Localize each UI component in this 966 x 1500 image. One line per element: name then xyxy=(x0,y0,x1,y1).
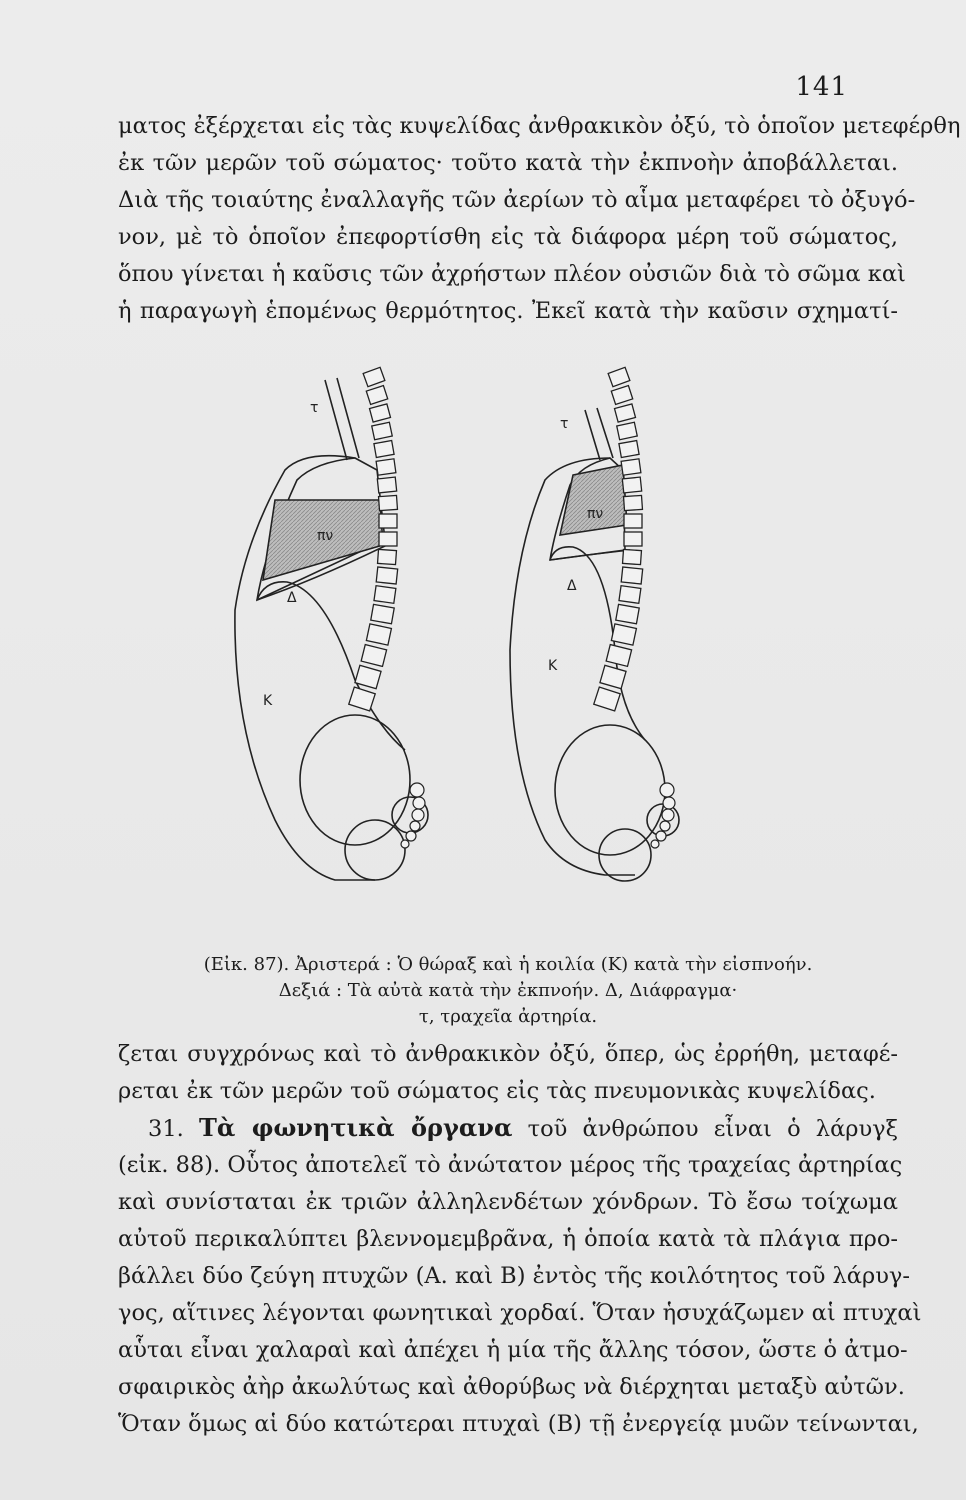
label-lung-left: πν xyxy=(317,528,334,544)
text-line: ρεται ἐκ τῶν μερῶν τοῦ σώματος εἰς τὰς πνευμονικὰς κυψελίδας. xyxy=(118,1078,876,1104)
text-line: καὶ συνίσταται ἐκ τριῶν ἀλληλενδέτων χόνδρων. Τὸ ἔσω τοίχωμα xyxy=(118,1189,898,1215)
figure-caption-line: (Εἰκ. 87). Ἀριστερά : Ὁ θώραξ καὶ ἡ κοιλία (Κ) κατὰ τὴν εἰσπνοήν. xyxy=(203,954,813,975)
label-lung-right: πν xyxy=(587,506,604,522)
text-line: ἐκ τῶν μερῶν τοῦ σώματος· τοῦτο κατὰ τὴν ἐκπνοὴν ἀποβάλλεται. xyxy=(118,150,898,176)
figure-caption-line: Δεξιά : Τὰ αὐτὰ κατὰ τὴν ἐκπνοήν. Δ, Διάφραγμα· xyxy=(278,980,738,1001)
text-line: ἡ παραγωγὴ ἑπομένως θερμότητος. Ἐκεῖ κατὰ τὴν καῦσιν σχηματί- xyxy=(118,298,898,324)
text-line: ὅπου γίνεται ἡ καῦσις τῶν ἀχρήστων πλέον οὐσιῶν διὰ τὸ σῶμα καὶ xyxy=(118,261,906,287)
text-line: ζεται συγχρόνως καὶ τὸ ἀνθρακικὸν ὀξύ, ὅπερ, ὡς ἐρρήθη, μεταφέ- xyxy=(118,1041,898,1067)
text-line: βάλλει δύο ζεύγη πτυχῶν (Α. καὶ Β) ἐντὸς τῆς κοιλότητος τοῦ λάρυγ- xyxy=(118,1263,910,1289)
coccyx-right xyxy=(651,783,675,848)
text-line: Διὰ τῆς τοιαύτης ἐναλλαγῆς τῶν ἀερίων τὸ αἷμα μεταφέρει τὸ ὀξυγό- xyxy=(118,187,916,213)
inspiration-diagram xyxy=(235,378,428,880)
section-heading-line xyxy=(148,1112,898,1145)
thorax-abdomen-drawing xyxy=(205,350,745,940)
coccyx-left xyxy=(401,783,425,848)
text-line: αὗται εἶναι χαλαραὶ καὶ ἀπέχει ἡ μία τῆς ἄλλης τόσον, ὥστε ὁ ἀτμο- xyxy=(118,1337,908,1363)
text-line: αὐτοῦ περικαλύπτει βλεννομεμβρᾶνα, ἡ ὁποία κατὰ τὰ πλάγια προ- xyxy=(118,1226,898,1252)
label-diaphragm-right: Δ xyxy=(567,578,577,594)
label-trachea-left: τ xyxy=(310,400,319,416)
label-abdomen-left: Κ xyxy=(263,693,273,709)
label-diaphragm-left: Δ xyxy=(287,590,297,606)
section-number: 31. xyxy=(148,1116,184,1142)
text-line: (εἰκ. 88). Οὗτος ἀποτελεῖ τὸ ἀνώτατον μέρος τῆς τραχείας ἀρτηρίας xyxy=(118,1152,903,1178)
label-abdomen-right: Κ xyxy=(548,658,558,674)
page-number: 141 xyxy=(795,72,848,102)
figure-caption-line: τ, τραχεῖα ἀρτηρία. xyxy=(418,1006,598,1027)
text-line: ματος ἐξέρχεται εἰς τὰς κυψελίδας ἀνθρακικὸν ὀξύ, τὸ ὁποῖον μετεφέρθη xyxy=(118,113,961,139)
section-first-line-rest: τοῦ ἀνθρώπου εἶναι ὁ λάρυγξ xyxy=(527,1116,899,1142)
text-line: γος, αἵτινες λέγονται φωνητικαὶ χορδαί. Ὅταν ἡσυχάζωμεν αἱ πτυχαὶ xyxy=(118,1300,922,1326)
section-title: Τὰ φωνητικὰ ὄργανα xyxy=(199,1113,513,1142)
text-line: νον, μὲ τὸ ὁποῖον ἐπεφορτίσθη εἰς τὰ διάφορα μέρη τοῦ σώματος, xyxy=(118,224,898,250)
expiration-diagram xyxy=(510,408,679,881)
text-line: σφαιρικὸς ἀὴρ ἀκωλύτως καὶ ἀθορύβως νὰ διέρχηται μεταξὺ αὐτῶν. xyxy=(118,1374,905,1400)
label-trachea-right: τ xyxy=(560,416,569,432)
text-line: Ὅταν ὅμως αἱ δύο κατώτεραι πτυχαὶ (Β) τῇ ἐνεργείᾳ μυῶν τείνωνται, xyxy=(118,1411,919,1437)
anatomy-figure xyxy=(205,350,745,940)
